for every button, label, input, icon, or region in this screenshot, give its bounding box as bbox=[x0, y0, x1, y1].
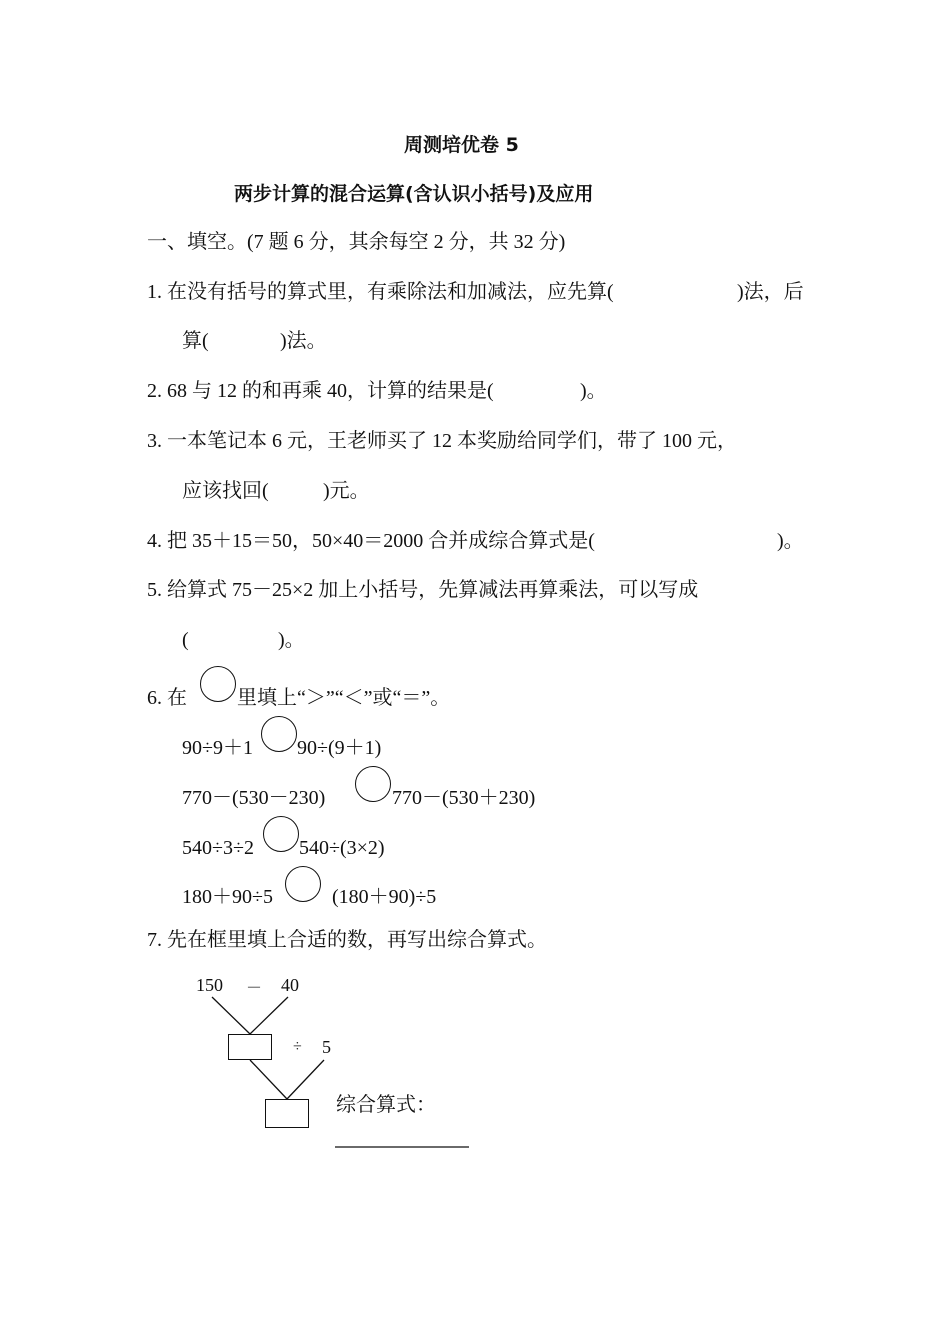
compare-right: (180＋90)÷5 bbox=[332, 886, 437, 908]
q6-text-end: 里填上“＞”“＜”或“＝”。 bbox=[237, 687, 451, 709]
compare-left: 770－(530－230) bbox=[182, 787, 326, 809]
q5-line1: 5. 给算式 75－25×2 加上小括号，先算减法再算乘法，可以写成 bbox=[147, 579, 699, 601]
diagram-number: 40 bbox=[281, 975, 299, 995]
q1-line2-end: )法。 bbox=[280, 330, 327, 352]
compare-left: 540÷3÷2 bbox=[182, 837, 254, 859]
diagram-operator: ÷ bbox=[293, 1038, 302, 1055]
compare-right: 770－(530＋230) bbox=[392, 787, 536, 809]
q7-heading: 7. 先在框里填上合适的数，再写出综合算式。 bbox=[147, 929, 547, 951]
q4-end: )。 bbox=[777, 530, 804, 552]
answer-box[interactable] bbox=[228, 1034, 272, 1060]
q6-text-start: 6. 在 bbox=[147, 687, 187, 709]
formula-label: 综合算式： bbox=[336, 1094, 436, 1116]
q3-line1: 3. 一本笔记本 6 元，王老师买了 12 本奖励给同学们，带了 100 元， bbox=[147, 430, 737, 452]
q1-line2-start: 算( bbox=[182, 330, 209, 352]
answer-box[interactable] bbox=[265, 1099, 309, 1128]
q2-end: )。 bbox=[580, 380, 607, 402]
q4-text: 4. 把 35＋15＝50，50×40＝2000 合并成综合算式是( bbox=[147, 530, 595, 552]
q1-line1-end: )法，后 bbox=[737, 281, 804, 303]
q5-line2-end: )。 bbox=[278, 629, 305, 651]
q3-line2-start: 应该找回( bbox=[182, 480, 269, 502]
compare-right: 540÷(3×2) bbox=[299, 837, 385, 859]
diagram-operator: － bbox=[246, 980, 263, 997]
page-title: 周测培优卷 5 bbox=[404, 134, 519, 156]
section-heading: 一、填空。(7 题 6 分，其余每空 2 分，共 32 分) bbox=[147, 231, 566, 253]
page-subtitle: 两步计算的混合运算(含认识小括号)及应用 bbox=[234, 183, 594, 205]
diagram-number: 150 bbox=[196, 975, 223, 995]
q1-line1: 1. 在没有括号的算式里，有乘除法和加减法，应先算( bbox=[147, 281, 614, 303]
q5-line2-start: ( bbox=[182, 629, 189, 651]
compare-right: 90÷(9＋1) bbox=[297, 737, 382, 759]
q3-line2-end: )元。 bbox=[323, 480, 370, 502]
compare-left: 180＋90÷5 bbox=[182, 886, 273, 908]
q2-text: 2. 68 与 12 的和再乘 40，计算的结果是( bbox=[147, 380, 494, 402]
diagram-number: 5 bbox=[322, 1037, 331, 1057]
compare-left: 90÷9＋1 bbox=[182, 737, 253, 759]
